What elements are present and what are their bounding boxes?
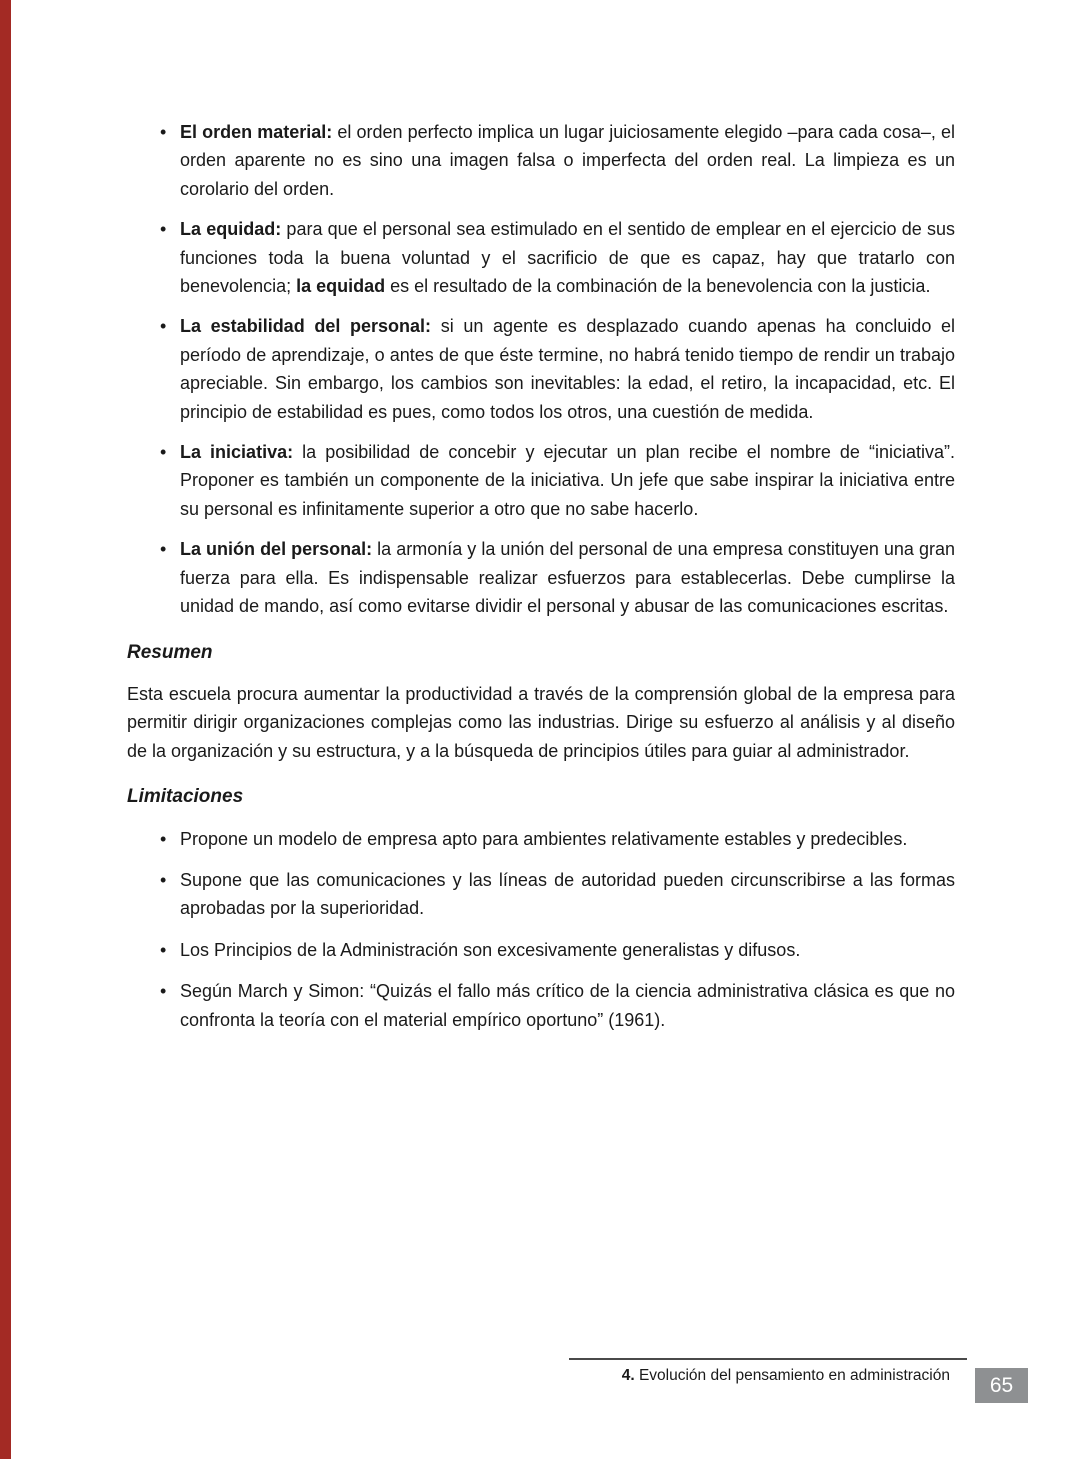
principle-text: el orden perfecto implica un lugar juiciosamente elegido –para cada cosa–, el orden aparente no es sino una imagen falsa o imperfecta del orden real. La limpieza es un corolario del orden. [180, 122, 955, 199]
principle-lead: La estabilidad del personal: [180, 316, 432, 337]
list-item [127, 535, 955, 620]
resumen-paragraph: Esta escuela procura aumentar la productividad a través de la comprensión global de la empresa para permitir dirigir organizaciones complejas como las industrias. Dirige su esfuerzo al análisis y al diseño de la organización y su estructura, y a la búsqueda de principios útiles para guiar al administrador. [127, 683, 955, 761]
limitations-list [127, 825, 955, 1034]
principle-lead: La equidad: [180, 219, 282, 240]
list-item [127, 215, 955, 300]
footer-rule [569, 1358, 967, 1360]
principle-lead: La unión del personal: [180, 539, 373, 560]
list-item: • Propone un modelo de empresa apto para ambientes relativamente estables y predecibles. [127, 825, 955, 853]
principles-list [127, 118, 955, 621]
list-item: • Según March y Simon: “Quizás el fallo más crítico de la ciencia administrativa clásica es que no confronta la teoría con el material empírico oportuno” (1961). [127, 977, 955, 1034]
book-spine [0, 0, 11, 1459]
page-number-box: 65 [975, 1368, 1028, 1403]
footer-caption [622, 1365, 950, 1387]
principle-text: para que el personal sea estimulado en el sentido de emplear en el ejercicio de sus funciones toda la buena voluntad y el sacrificio de que es capaz, hay que tratarlo con benevolencia; [180, 219, 955, 297]
list-item [127, 438, 955, 523]
chapter-number: 4. [621, 1367, 635, 1384]
section-heading-resumen: Resumen [127, 641, 213, 663]
principle-lead: El orden material: [180, 122, 333, 142]
section-heading-limitaciones: Limitaciones [127, 786, 244, 808]
principle-bold-phrase: la equidad [296, 276, 386, 297]
list-item: • Supone que las comunicaciones y las líneas de autoridad pueden circunscribirse a las formas aprobadas por la superioridad. [127, 866, 955, 923]
chapter-title: Evolución del pensamiento en administración [634, 1367, 950, 1384]
principle-text: la posibilidad de concebir y ejecutar un plan recibe el nombre de “iniciativa”. Proponer es también un componente de la iniciativa. Un jefe que sabe inspirar la iniciativa entre su personal es infinitamente superior a otro que no sabe hacerlo. [180, 442, 955, 519]
page-content [127, 0, 955, 1047]
principle-text: si un agente es desplazado cuando apenas ha concluido el período de aprendizaje, o antes de que éste termine, no habrá tenido tiempo de rendir un trabajo apreciable. Sin embargo, los cambios son inevitables: la edad, el retiro, la incapacidad, etc. El principio de estabilidad es pues, como todos los otros, una cuestión de medida. [180, 316, 955, 422]
list-item: • Los Principios de la Administración son excesivamente generalistas y difusos. [127, 936, 955, 964]
list-item [127, 118, 955, 203]
principle-text: la armonía y la unión del personal de una empresa constituyen una gran fuerza para ella. Es indispensable realizar esfuerzos para establecerlas. Debe cumplirse la unidad de mando, así como evitarse dividir el personal y abusar de las comunicaciones escritas. [180, 539, 956, 617]
principle-lead: La iniciativa: [180, 442, 294, 463]
list-item [127, 312, 955, 426]
principle-text: es el resultado de la combinación de la benevolencia con la justicia. [385, 276, 931, 297]
